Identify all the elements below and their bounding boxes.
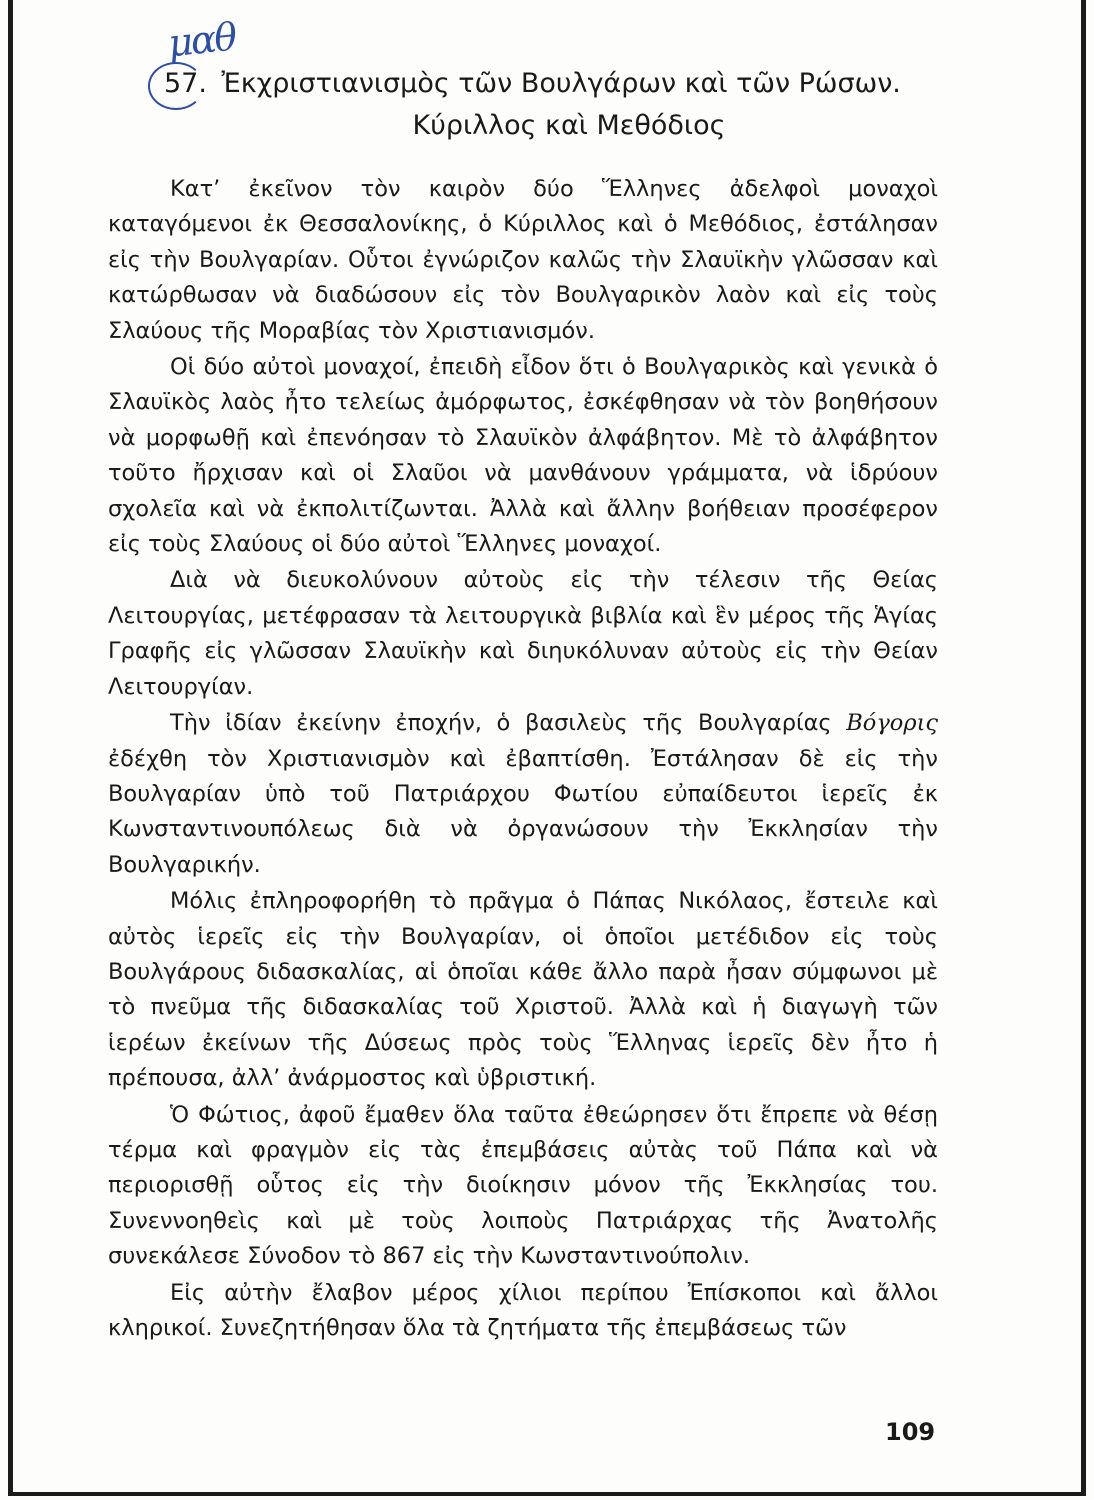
paragraph: Μόλις ἐπληροφορήθη τὸ πρᾶγμα ὁ Πάπας Νικόλαος, ἔστειλε καὶ αὐτὸς ἱερεῖς εἰς τὴν Βουλγαρίαν, οἱ ὁποῖοι μετέδιδον εἰς τοὺς Βουλγάρους διδασκαλίας, αἱ ὁποῖαι κάθε ἄλλο παρὰ ἦσαν σύμφωνοι μὲ τὸ πνεῦμα τῆς διδασκαλίας τοῦ Χριστοῦ. Ἀλλὰ καὶ ἡ διαγωγὴ τῶν ἱερέων ἐκείνων τῆς Δύσεως πρὸς τοὺς Ἕλληνας ἱερεῖς δὲν ἦτο ἡ πρέπουσα, ἀλλ’ ἀνάρμοστος καὶ ὑβριστική. — [108, 888, 938, 1092]
paragraph: Οἱ δύο αὐτοὶ μοναχοί, ἐπειδὴ εἶδον ὅτι ὁ Βουλγαρικὸς καὶ γενικὰ ὁ Σλαυϊκὸς λαὸς ἦτο τελείως ἀμόρφωτος, ἐσκέφθησαν νὰ τὸν βοηθήσουν νὰ μορφωθῇ καὶ ἐπενόησαν τὸ Σλαυϊκὸν ἀλφάβητον. Μὲ τὸ ἀλφάβητον τοῦτο ἤρχισαν καὶ οἱ Σλαῦοι νὰ μανθάνουν γράμματα, νὰ ἱδρύουν σχολεῖα καὶ νὰ ἐκπολιτίζωνται. Ἀλλὰ καὶ ἄλλην βοήθειαν προσέφερον εἰς τοὺς Σλαύους οἱ δύο αὐτοὶ Ἕλληνες μοναχοί. — [108, 354, 938, 558]
chapter-title-line2: Κύριλλος καὶ Μεθόδιος — [412, 110, 726, 141]
chapter-title-line1: Ἐκχριστιανισμὸς τῶν Βουλγάρων καὶ τῶν Ρώσων. — [221, 68, 901, 99]
paragraph: Εἰς αὐτὴν ἔλαβον μέρος χίλιοι περίπου Ἐπίσκοποι καὶ ἄλλοι κληρικοί. Συνεζητήθησαν ὅλα τὰ ζητήματα τῆς ἐπεμβάσεως τῶν — [108, 1279, 938, 1341]
paragraph: Ὁ Φώτιος, ἀφοῦ ἔμαθεν ὅλα ταῦτα ἐθεώρησεν ὅτι ἔπρεπε νὰ θέσῃ τέρμα καὶ φραγμὸν εἰς τὰς ἐπεμβάσεις αὐτὰς τοῦ Πάπα καὶ νὰ περιορισθῇ οὗτος εἰς τὴν διοίκησιν μόνον τῆς Ἐκκλησίας του. Συνεννοηθεὶς καὶ μὲ τοὺς λοιποὺς Πατριάρχας τῆς Ἀνατολῆς συνεκάλεσε Σύνοδον τὸ 867 εἰς τὴν Κωνσταντινούπολιν. — [108, 1101, 938, 1270]
chapter-heading — [158, 68, 901, 99]
paragraph: Κατ’ ἐκεῖνον τὸν καιρὸν δύο Ἕλληνες ἀδελφοὶ μοναχοὶ καταγόμενοι ἐκ Θεσσαλονίκης, ὁ Κύριλλος καὶ ὁ Μεθόδιος, ἐστάλησαν εἰς τὴν Βουλγαρίαν. Οὗτοι ἐγνώριζον καλῶς τὴν Σλαυϊκὴν γλῶσσαν καὶ κατώρθωσαν νὰ διαδώσουν εἰς τὸν Βουλγαρικὸν λαὸν καὶ εἰς τοὺς Σλαύους τῆς Μοραβίας τὸν Χριστιανισμόν. — [108, 176, 938, 344]
body-text — [108, 172, 938, 1346]
paragraph — [108, 706, 938, 883]
king-name-italic: Βόγορις — [846, 710, 938, 737]
handwritten-circle-mark — [148, 62, 204, 110]
paragraph: Διὰ νὰ διευκολύνουν αὐτοὺς εἰς τὴν τέλεσιν τῆς Θείας Λειτουργίας, μετέφρασαν τὰ λειτουργικὰ βιβλία καὶ ἓν μέρος τῆς Ἁγίας Γραφῆς εἰς γλῶσσαν Σλαυϊκὴν καὶ διηυκόλυναν αὐτοὺς εἰς τὴν Θείαν Λειτουργίαν. — [108, 567, 938, 700]
handwritten-annotation: μαθ — [165, 14, 238, 66]
section-number-text: 57. — [164, 68, 207, 99]
paragraph-text: ἐδέχθη τὸν Χριστιανισμὸν καὶ ἐβαπτίσθη. Ἐστάλησαν δὲ εἰς τὴν Βουλγαρίαν ὑπὸ τοῦ Πατριάρχου Φωτίου εὐπαίδευτοι ἱερεῖς ἐκ Κωνσταντινουπόλεως διὰ νὰ ὀργανώσουν τὴν Ἐκκλησίαν τὴν Βουλγαρικήν. — [108, 745, 938, 878]
section-number — [158, 68, 213, 99]
paragraph-text: Τὴν ἰδίαν ἐκείνην ἐποχήν, ὁ βασιλεὺς τῆς Βουλγαρίας — [170, 710, 847, 737]
page-number: 109 — [885, 1418, 936, 1446]
